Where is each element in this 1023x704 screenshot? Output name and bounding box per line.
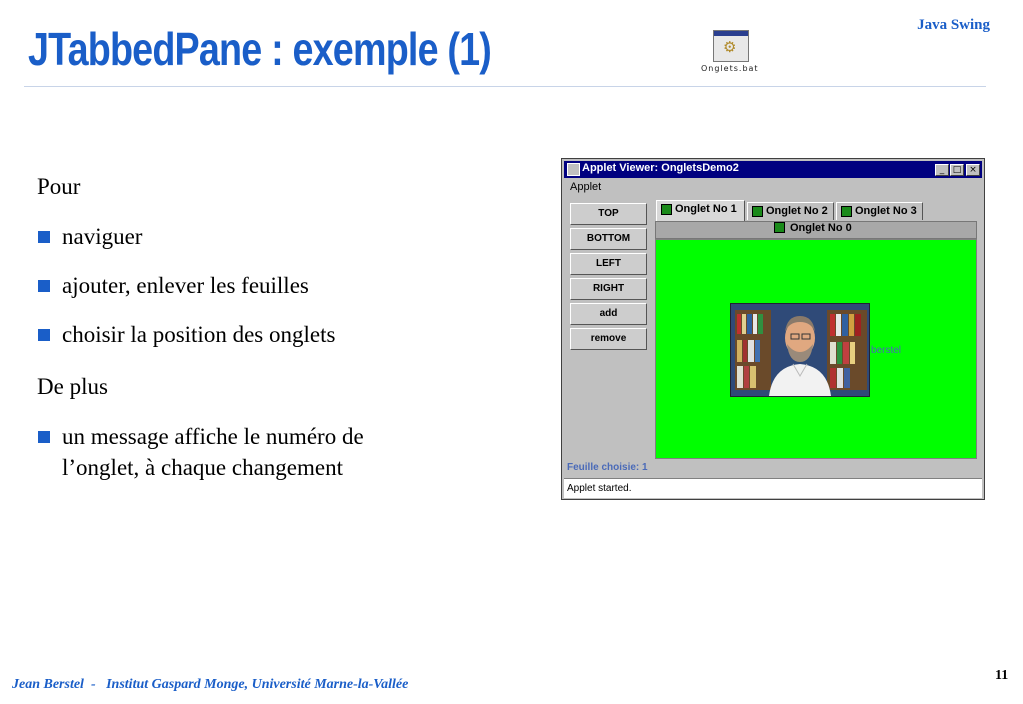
bullet-square-icon [38, 329, 50, 341]
maximize-button[interactable]: □ [950, 164, 964, 176]
java-cup-icon [567, 163, 580, 176]
selected-tab-message: Feuille choisie: 1 [567, 462, 648, 473]
tab-icon [774, 222, 785, 233]
portrait-photo [730, 303, 870, 397]
desktop-icon-label: Onglets.bat [701, 64, 759, 73]
photo-caption: berstel [871, 345, 902, 356]
icon-titlebar [714, 31, 748, 36]
gear-window-icon[interactable] [713, 30, 749, 62]
remove-button[interactable]: remove [570, 328, 647, 350]
bullet-item: naviguer [62, 224, 143, 249]
menu-applet[interactable]: Applet [570, 181, 602, 193]
tab-label: Onglet No 2 [766, 205, 828, 217]
portrait-illustration [731, 304, 869, 396]
bullet-item-continuation: l’onglet, à chaque changement [62, 455, 343, 480]
close-button[interactable]: × [966, 164, 980, 176]
slide-title: JTabbedPane : exemple (1) [28, 23, 492, 75]
add-button[interactable]: add [570, 303, 647, 325]
tab-label: Onglet No 3 [855, 205, 917, 217]
footer-author: Jean Berstel - Institut Gaspard Monge, Université Marne-la-Vallée [12, 677, 409, 692]
bullet-square-icon [38, 280, 50, 292]
right-button[interactable]: RIGHT [570, 278, 647, 300]
window-titlebar[interactable] [564, 161, 982, 178]
intro-text: Pour [37, 174, 81, 199]
tab-icon [841, 206, 852, 217]
top-button[interactable]: TOP [570, 203, 647, 225]
header-topic: Java Swing [917, 17, 990, 33]
intro2-text: De plus [37, 374, 108, 399]
tab-label: Onglet No 1 [675, 203, 737, 215]
bullet-item: choisir la position des onglets [62, 322, 336, 347]
minimize-button[interactable]: _ [935, 164, 949, 176]
tab-onglet-3[interactable] [836, 202, 923, 220]
applet-viewer-window [561, 158, 985, 500]
tab-onglet-1[interactable] [656, 200, 745, 221]
title-divider [24, 86, 986, 87]
status-bar [564, 478, 982, 498]
bullet-item: ajouter, enlever les feuilles [62, 273, 309, 298]
window-title: Applet Viewer: OngletsDemo2 [582, 162, 739, 174]
bullet-square-icon [38, 431, 50, 443]
bullet-square-icon [38, 231, 50, 243]
bullet-item: un message affiche le numéro de [62, 424, 364, 449]
left-button[interactable]: LEFT [570, 253, 647, 275]
bottom-button[interactable]: BOTTOM [570, 228, 647, 250]
tab-onglet-2[interactable] [747, 202, 834, 220]
tab-icon [661, 204, 672, 215]
gear-icon: ⚙ [723, 38, 737, 56]
tab-onglet-0[interactable] [774, 222, 852, 234]
page-number: 11 [995, 668, 1009, 683]
status-text: Applet started. [567, 483, 632, 494]
tab-label: Onglet No 0 [790, 222, 852, 234]
tab-icon [752, 206, 763, 217]
